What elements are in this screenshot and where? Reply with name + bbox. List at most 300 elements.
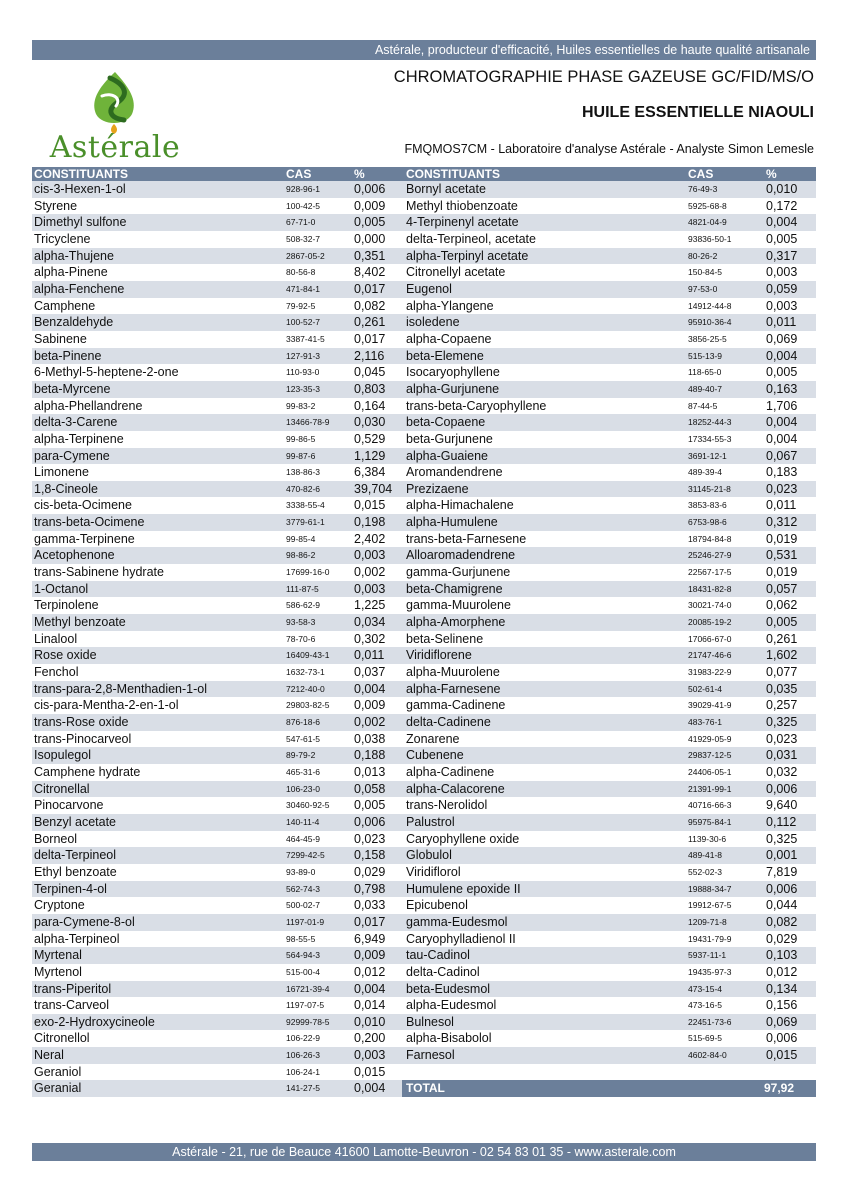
percent-value: 0,077: [766, 665, 798, 680]
constituent-name: Ethyl benzoate: [34, 864, 117, 879]
percent-value: 0,006: [354, 814, 386, 829]
table-row: [32, 1080, 402, 1097]
cas-number: 19912-67-5: [688, 900, 732, 911]
table-row: [32, 914, 402, 931]
percent-value: 6,949: [354, 931, 386, 946]
percent-value: 0,325: [766, 715, 798, 729]
table-row: [32, 714, 402, 731]
cas-number: 98-86-2: [286, 550, 316, 561]
table-header: [402, 167, 816, 181]
cas-number: 30460-92-5: [286, 800, 330, 811]
constituent-name: tau-Cadinol: [406, 948, 470, 963]
table-row: [32, 731, 402, 748]
cas-number: 106-24-1: [286, 1066, 321, 1077]
table-row: [402, 897, 816, 914]
constituent-name: alpha-Cadinene: [406, 764, 495, 779]
constituent-name: Benzyl acetate: [34, 814, 116, 829]
header-percent: %: [766, 167, 777, 181]
table-row: [402, 731, 816, 748]
cas-number: 515-69-5: [688, 1033, 723, 1044]
percent-value: 0,011: [766, 315, 797, 330]
percent-value: 0,003: [766, 298, 798, 313]
cas-number: 7212-40-0: [286, 683, 325, 694]
percent-value: 2,402: [354, 531, 386, 546]
cas-number: 31145-21-8: [688, 483, 731, 494]
percent-value: 0,325: [766, 831, 798, 846]
cas-number: 876-18-6: [286, 717, 321, 727]
table-row: [402, 364, 816, 381]
constituent-name: alpha-Himachalene: [406, 498, 514, 513]
percent-value: 0,529: [354, 431, 386, 446]
table-row: [402, 264, 816, 281]
percent-value: 0,067: [766, 448, 798, 463]
cas-number: 22451-73-6: [688, 1016, 732, 1027]
cas-number: 489-41-8: [688, 850, 723, 861]
cas-number: 95975-84-1: [688, 816, 732, 827]
table-row: [32, 181, 402, 198]
table-row: [32, 797, 402, 814]
table-row: [402, 298, 816, 315]
percent-value: 1,225: [354, 598, 386, 613]
percent-value: 0,069: [766, 1014, 798, 1029]
constituent-name: beta-Copaene: [406, 415, 486, 430]
cas-number: 99-86-5: [286, 433, 316, 444]
percent-value: 0,803: [354, 381, 386, 396]
constituent-name: Fenchol: [34, 665, 79, 680]
table-row: [32, 681, 402, 698]
percent-value: 0,005: [354, 798, 386, 813]
constituent-name: cis-3-Hexen-1-ol: [34, 182, 126, 196]
cas-number: 470-82-6: [286, 483, 321, 494]
table-row: [402, 497, 816, 514]
table-row: [32, 481, 402, 498]
constituent-name: trans-beta-Farnesene: [406, 531, 527, 546]
table-row: [402, 781, 816, 798]
table-row: [32, 231, 402, 248]
table-row: [32, 281, 402, 298]
table-row: [402, 564, 816, 581]
header-constituants: CONSTITUANTS: [34, 167, 128, 181]
constituent-name: Geraniol: [34, 1064, 82, 1079]
constituent-name: alpha-Pinene: [34, 265, 108, 280]
constituent-name: alpha-Amorphene: [406, 615, 506, 630]
table-row: [32, 1030, 402, 1047]
percent-value: 0,188: [354, 748, 386, 763]
constituent-name: alpha-Copaene: [406, 331, 492, 346]
table-row: [32, 514, 402, 531]
cas-number: 17066-67-0: [688, 633, 732, 644]
table-row: [402, 581, 816, 598]
percent-value: 0,163: [766, 381, 798, 396]
constituent-name: Myrtenal: [34, 948, 82, 963]
cas-number: 93-58-3: [286, 617, 316, 628]
constituent-name: Viridiflorene: [406, 648, 472, 663]
constituent-name: alpha-Thujene: [34, 248, 114, 263]
constituent-name: beta-Chamigrene: [406, 581, 503, 596]
table-row: [402, 314, 816, 331]
percent-value: 0,006: [766, 781, 798, 796]
table-row: [402, 448, 816, 465]
cas-number: 2867-05-2: [286, 250, 325, 261]
table-row: [402, 1047, 816, 1064]
header-cas: CAS: [688, 167, 714, 181]
cas-number: 5937-11-1: [688, 950, 727, 961]
table-row: [402, 847, 816, 864]
table-row: [32, 464, 402, 481]
table-row: [32, 1064, 402, 1081]
constituent-name: alpha-Terpinyl acetate: [406, 248, 529, 263]
constituent-name: trans-Pinocarveol: [34, 731, 132, 746]
percent-value: 0,069: [766, 331, 798, 346]
cas-number: 18252-44-3: [688, 417, 732, 428]
constituent-name: alpha-Ylangene: [406, 298, 494, 313]
percent-value: 0,059: [766, 281, 798, 296]
table-row: [402, 481, 816, 498]
lab-info: FMQMOS7CM - Laboratoire d'analyse Astérale - Analyste Simon Lemesle: [404, 142, 814, 156]
table-row: [402, 664, 816, 681]
header-constituants: CONSTITUANTS: [406, 167, 500, 181]
table-row: [402, 431, 816, 448]
cas-number: 13466-78-9: [286, 417, 330, 428]
cas-number: 500-02-7: [286, 900, 321, 911]
percent-value: 0,017: [354, 281, 386, 296]
constituent-name: cis-para-Mentha-2-en-1-ol: [34, 698, 179, 713]
percent-value: 0,164: [354, 398, 386, 413]
table-row: [32, 981, 402, 998]
constituent-name: alpha-Terpineol: [34, 931, 120, 946]
percent-value: 0,009: [354, 698, 386, 713]
constituent-name: alpha-Gurjunene: [406, 381, 500, 396]
table-row: [402, 931, 816, 948]
constituent-name: Methyl benzoate: [34, 615, 126, 630]
cas-number: 118-65-0: [688, 367, 722, 378]
percent-value: 0,261: [766, 631, 798, 646]
cas-number: 1139-30-6: [688, 833, 727, 844]
constituent-name: Neral: [34, 1048, 64, 1063]
table-column-right: [402, 167, 816, 1097]
cas-number: 138-86-3: [286, 467, 321, 478]
table-row: [402, 531, 816, 548]
constituent-name: cis-beta-Ocimene: [34, 498, 132, 513]
table-row: [32, 414, 402, 431]
percent-value: 0,004: [766, 431, 798, 446]
percent-value: 0,003: [354, 1048, 386, 1063]
constituent-name: Camphene hydrate: [34, 764, 141, 779]
percent-value: 0,033: [354, 898, 386, 913]
cas-number: 473-16-5: [688, 1000, 723, 1011]
percent-value: 0,005: [766, 615, 798, 630]
cas-number: 1197-07-5: [286, 1000, 325, 1011]
table-row: [402, 914, 816, 931]
table-row: [402, 597, 816, 614]
percent-value: 1,602: [766, 648, 798, 663]
percent-value: 0,134: [766, 981, 798, 996]
percent-value: 0,029: [766, 931, 798, 946]
constituent-name: Cubenene: [406, 748, 464, 763]
table-row: [402, 647, 816, 664]
percent-value: 0,015: [766, 1048, 798, 1063]
percent-value: 0,005: [766, 365, 798, 380]
cas-number: 141-27-5: [286, 1083, 321, 1094]
cas-number: 515-13-9: [688, 350, 723, 361]
table-row: [32, 647, 402, 664]
percent-value: 0,009: [354, 948, 386, 963]
table-row: [32, 1014, 402, 1031]
cas-number: 14912-44-8: [688, 300, 732, 311]
cas-number: 508-32-7: [286, 233, 321, 244]
percent-value: 0,057: [766, 581, 798, 596]
percent-value: 0,009: [354, 198, 386, 213]
table-column-left: [32, 167, 402, 1097]
table-row: [32, 764, 402, 781]
cas-number: 97-53-0: [688, 283, 718, 294]
constituent-name: alpha-Eudesmol: [406, 998, 497, 1013]
constituent-name: trans-Rose oxide: [34, 715, 129, 729]
percent-value: 0,158: [354, 848, 386, 863]
table-row: [32, 198, 402, 215]
cas-number: 17334-55-3: [688, 433, 732, 444]
constituent-name: Humulene epoxide II: [406, 881, 521, 896]
cas-number: 483-76-1: [688, 717, 723, 727]
cas-number: 106-23-0: [286, 783, 321, 794]
constituent-name: Terpinolene: [34, 598, 99, 613]
percent-value: 0,011: [766, 498, 797, 513]
percent-value: 0,004: [354, 681, 386, 696]
cas-number: 140-11-4: [286, 816, 320, 827]
constituent-name: Aromandendrene: [406, 465, 503, 480]
percent-value: 0,029: [354, 864, 386, 879]
table-row: [32, 831, 402, 848]
percent-value: 0,017: [354, 914, 386, 929]
cas-number: 502-61-4: [688, 683, 723, 694]
constituent-name: Isopulegol: [34, 748, 91, 763]
constituent-name: para-Cymene-8-ol: [34, 914, 135, 929]
cas-number: 99-85-4: [286, 533, 316, 544]
table-row: [402, 1030, 816, 1047]
constituent-name: alpha-Bisabolol: [406, 1031, 492, 1046]
constituent-name: Citronellal: [34, 781, 90, 796]
cas-number: 80-26-2: [688, 250, 718, 261]
constituent-name: Tricyclene: [34, 231, 91, 246]
cas-number: 39029-41-9: [688, 700, 732, 711]
constituent-name: exo-2-Hydroxycineole: [34, 1014, 155, 1029]
constituent-name: beta-Pinene: [34, 348, 102, 363]
constituent-name: delta-Cadinol: [406, 964, 480, 979]
constituent-name: Borneol: [34, 831, 78, 846]
percent-value: 9,640: [766, 798, 798, 813]
cas-number: 16409-43-1: [286, 650, 330, 661]
table-row: [32, 814, 402, 831]
cas-number: 515-00-4: [286, 966, 321, 977]
cas-number: 67-71-0: [286, 217, 316, 228]
table-row: [32, 947, 402, 964]
table-row-empty: [402, 1064, 816, 1081]
table-row: [32, 531, 402, 548]
percent-value: 2,116: [354, 348, 385, 363]
table-row: [402, 881, 816, 898]
constituent-name: Prezizaene: [406, 481, 469, 496]
table-row: [402, 248, 816, 265]
percent-value: 0,172: [766, 198, 798, 213]
constituent-name: gamma-Gurjunene: [406, 565, 511, 580]
cas-number: 95910-36-4: [688, 317, 732, 328]
constituent-name: Benzaldehyde: [34, 315, 114, 330]
percent-value: 0,003: [766, 265, 798, 280]
percent-value: 0,006: [766, 881, 798, 896]
logo-wordmark: Astérale: [49, 130, 181, 165]
cas-number: 5925-68-8: [688, 200, 727, 211]
constituent-name: Eugenol: [406, 281, 452, 296]
cas-number: 489-39-4: [688, 467, 723, 478]
cas-number: 100-42-5: [286, 200, 321, 211]
constituent-name: Globulol: [406, 848, 452, 863]
cas-number: 3691-12-1: [688, 450, 727, 461]
oil-name: HUILE ESSENTIELLE NIAOULI: [581, 104, 814, 121]
table-row: [32, 248, 402, 265]
percent-value: 0,012: [354, 964, 386, 979]
table-row: [32, 547, 402, 564]
percent-value: 0,035: [766, 681, 798, 696]
constituent-name: trans-beta-Ocimene: [34, 515, 145, 530]
cas-number: 25246-27-9: [688, 550, 732, 561]
cas-number: 98-55-5: [286, 933, 316, 944]
constituent-name: trans-Piperitol: [34, 981, 112, 996]
cas-number: 547-61-5: [286, 733, 321, 744]
percent-value: 0,103: [766, 948, 798, 963]
percent-value: 7,819: [766, 864, 798, 879]
cas-number: 552-02-3: [688, 866, 723, 877]
table-row: [32, 881, 402, 898]
cas-number: 4602-84-0: [688, 1050, 727, 1061]
table-row: [32, 364, 402, 381]
percent-value: 1,706: [766, 398, 798, 413]
constituent-name: trans-Sabinene hydrate: [34, 565, 164, 580]
constituent-name: Linalool: [34, 631, 78, 646]
table-row: [402, 831, 816, 848]
cas-number: 4821-04-9: [688, 217, 727, 228]
table-row: [402, 864, 816, 881]
cas-number: 6753-98-6: [688, 517, 727, 528]
footer-banner: Astérale - 21, rue de Beauce 41600 Lamotte-Beuvron - 02 54 83 01 35 - www.asterale.com: [32, 1143, 816, 1161]
percent-value: 0,023: [354, 831, 386, 846]
percent-value: 0,031: [766, 748, 798, 763]
table-row: [32, 448, 402, 465]
table-row: [32, 564, 402, 581]
percent-value: 0,013: [354, 764, 386, 779]
percent-value: 0,112: [766, 814, 797, 829]
table-row: [402, 231, 816, 248]
constituent-name: Geranial: [34, 1081, 82, 1096]
constituent-name: gamma-Terpinene: [34, 531, 135, 546]
constituent-name: 6-Methyl-5-heptene-2-one: [34, 365, 179, 380]
cas-number: 473-15-4: [688, 983, 723, 994]
table-row: [402, 464, 816, 481]
percent-value: 0,015: [354, 1064, 386, 1079]
percent-value: 0,004: [354, 981, 386, 996]
table-row: [32, 664, 402, 681]
percent-value: 0,001: [766, 848, 798, 863]
constituent-name: Acetophenone: [34, 548, 115, 563]
cas-number: 586-62-9: [286, 600, 321, 611]
percent-value: 0,005: [766, 231, 798, 246]
table-row: [402, 1014, 816, 1031]
percent-value: 0,351: [354, 248, 386, 263]
percent-value: 0,004: [354, 1081, 386, 1096]
cas-number: 1209-71-8: [688, 916, 727, 927]
constituent-name: alpha-Muurolene: [406, 665, 500, 680]
table-row: [32, 614, 402, 631]
percent-value: 6,384: [354, 465, 386, 480]
cas-number: 106-22-9: [286, 1033, 321, 1044]
percent-value: 0,317: [766, 248, 798, 263]
total-value: 97,92: [764, 1081, 795, 1096]
constituent-name: isoledene: [406, 315, 460, 330]
percent-value: 0,004: [766, 348, 798, 363]
cas-number: 7299-42-5: [286, 850, 325, 861]
table-row: [32, 314, 402, 331]
cas-number: 41929-05-9: [688, 733, 732, 744]
cas-number: 16721-39-4: [286, 983, 330, 994]
cas-number: 93836-50-1: [688, 233, 732, 244]
cas-number: 80-56-8: [286, 267, 316, 278]
constituent-name: alpha-Terpinene: [34, 431, 124, 446]
cas-number: 928-96-1: [286, 184, 321, 194]
constituent-name: alpha-Phellandrene: [34, 398, 143, 413]
header-percent: %: [354, 167, 365, 181]
top-banner: Astérale, producteur d'efficacité, Huiles essentielles de haute qualité artisanale: [32, 40, 816, 60]
table-row: [402, 281, 816, 298]
cas-number: 19435-97-3: [688, 966, 732, 977]
cas-number: 464-45-9: [286, 833, 321, 844]
table-row: [402, 398, 816, 415]
constituent-name: alpha-Guaiene: [406, 448, 489, 463]
constituent-name: alpha-Humulene: [406, 515, 498, 530]
cas-number: 127-91-3: [286, 350, 321, 361]
table-row: [402, 414, 816, 431]
constituent-name: Bulnesol: [406, 1014, 454, 1029]
table-row: [32, 1047, 402, 1064]
cas-number: 1632-73-1: [286, 667, 325, 678]
percent-value: 0,531: [766, 548, 798, 563]
constituent-name: delta-Terpineol, acetate: [406, 231, 536, 246]
constituent-name: trans-Nerolidol: [406, 798, 488, 813]
constituent-name: 4-Terpinenyl acetate: [406, 215, 519, 230]
percent-value: 0,034: [354, 615, 386, 630]
percent-value: 0,082: [766, 914, 798, 929]
table-row: [402, 681, 816, 698]
cas-number: 19431-79-9: [688, 933, 732, 944]
constituent-name: Isocaryophyllene: [406, 365, 500, 380]
constituent-name: alpha-Fenchene: [34, 281, 125, 296]
constituent-name: delta-Cadinene: [406, 715, 491, 729]
table-row: [402, 181, 816, 198]
percent-value: 0,004: [766, 415, 798, 430]
table-row: [32, 781, 402, 798]
percent-value: 0,023: [766, 481, 798, 496]
cas-number: 489-40-7: [688, 383, 723, 394]
cas-number: 40716-66-3: [688, 800, 732, 811]
percent-value: 0,032: [766, 764, 798, 779]
page-title: CHROMATOGRAPHIE PHASE GAZEUSE GC/FID/MS/O: [393, 68, 814, 86]
cas-number: 79-92-5: [286, 300, 316, 311]
table-row: [402, 631, 816, 648]
percent-value: 0,183: [766, 465, 798, 480]
percent-value: 0,019: [766, 531, 798, 546]
constituent-name: gamma-Muurolene: [406, 598, 511, 613]
constituent-name: beta-Selinene: [406, 631, 484, 646]
constituent-name: trans-Carveol: [34, 998, 110, 1013]
constituent-name: Palustrol: [406, 814, 455, 829]
